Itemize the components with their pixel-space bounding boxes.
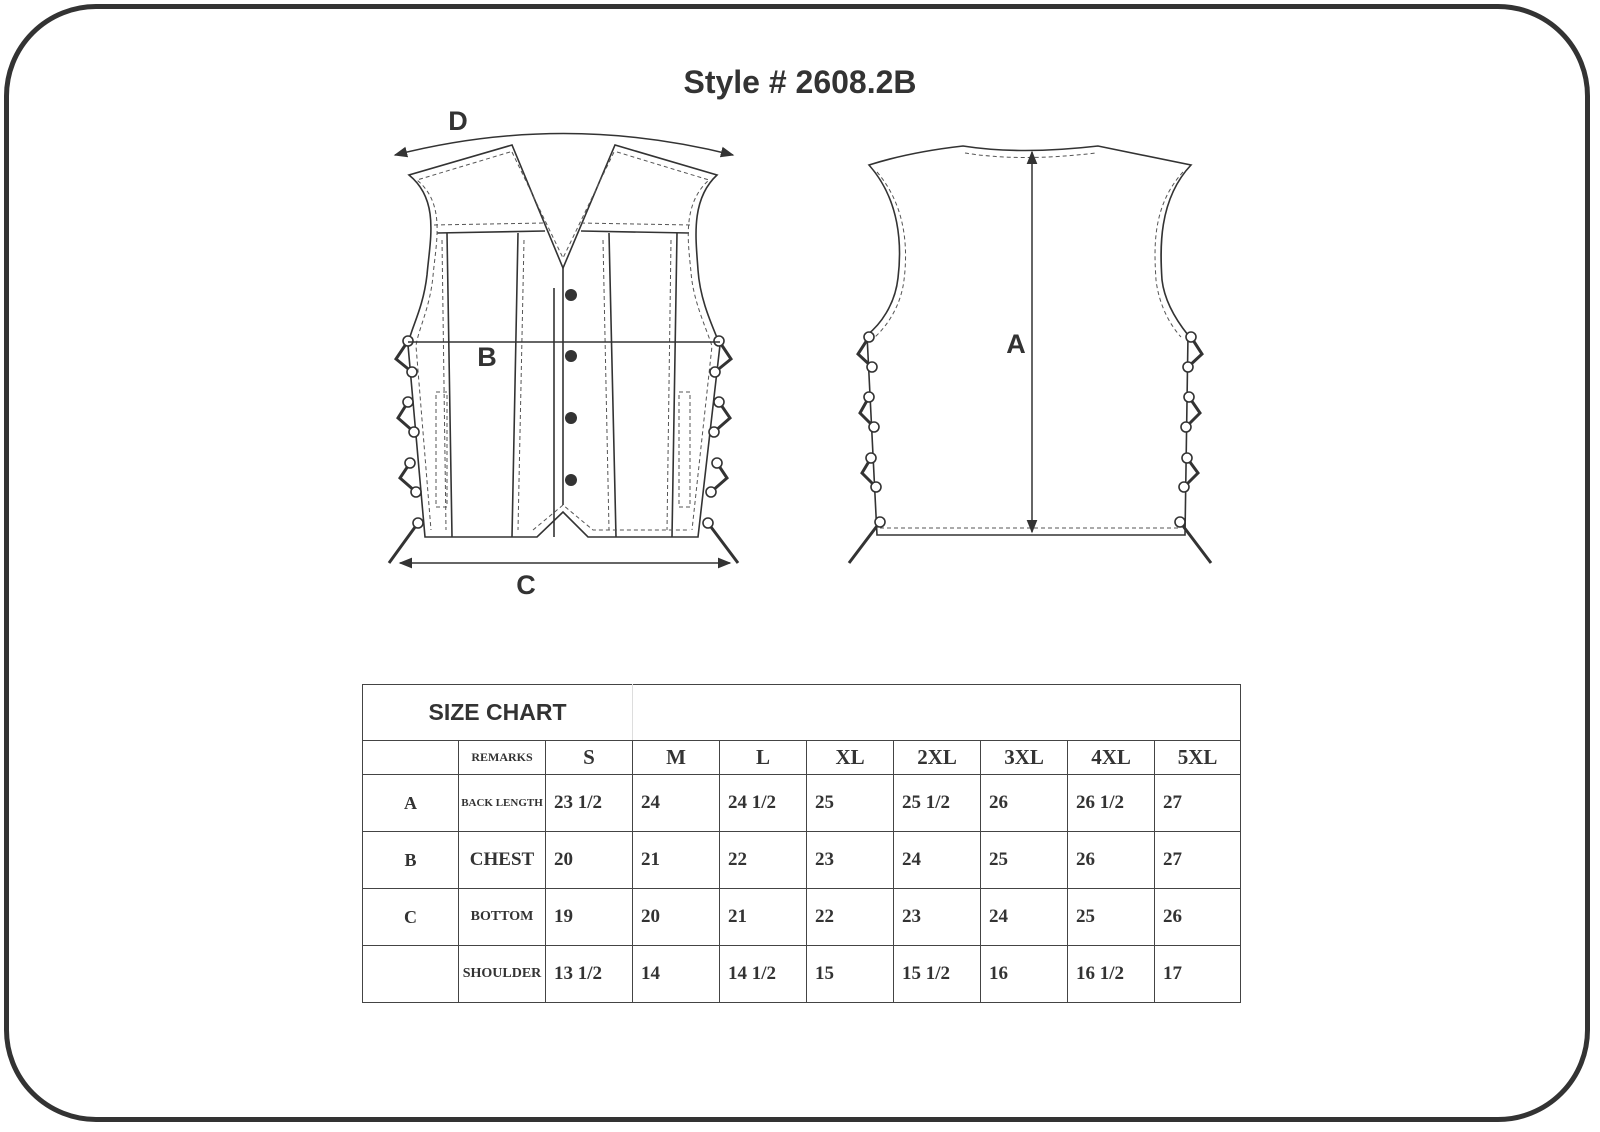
size-header: L [720,741,807,775]
row-remark: BOTTOM [459,889,546,946]
table-cell: 16 1/2 [1068,946,1155,1003]
button-dot [565,412,577,424]
label-d: D [448,106,468,136]
row-remark: BACK LENGTH [459,775,546,832]
table-row [363,889,1241,946]
table-cell: 21 [720,889,807,946]
row-key [363,946,459,1003]
size-header: S [546,741,633,775]
table-cell: 22 [720,832,807,889]
table-cell: 27 [1155,832,1241,889]
table-cell: 26 [1068,832,1155,889]
button-dot [565,350,577,362]
table-cell: 25 1/2 [894,775,981,832]
row-key: B [363,832,459,889]
table-cell: 25 [1068,889,1155,946]
label-b: B [477,342,497,372]
size-header: XL [807,741,894,775]
label-a: A [1006,329,1026,359]
size-chart-title: SIZE CHART [363,685,633,741]
size-header: 5XL [1155,741,1241,775]
table-cell: 15 [807,946,894,1003]
table-cell: 24 [633,775,720,832]
back-vest-outline [867,146,1191,535]
table-cell: 24 [894,832,981,889]
table-cell: 15 1/2 [894,946,981,1003]
button-dot [565,474,577,486]
size-chart-table [362,684,1241,1003]
table-cell: 17 [1155,946,1241,1003]
table-cell: 16 [981,946,1068,1003]
remarks-header: REMARKS [459,741,546,775]
size-header: 3XL [981,741,1068,775]
table-cell: 24 1/2 [720,775,807,832]
row-key: C [363,889,459,946]
row-key: A [363,775,459,832]
table-cell: 24 [981,889,1068,946]
table-cell: 26 1/2 [1068,775,1155,832]
table-cell: 23 [807,832,894,889]
dimension-d-arrow [395,134,733,156]
table-cell: 23 [894,889,981,946]
table-cell: 25 [807,775,894,832]
table-cell: 26 [1155,889,1241,946]
button-dot [565,289,577,301]
table-cell: 19 [546,889,633,946]
row-remark: SHOULDER [459,946,546,1003]
table-row [363,775,1241,832]
front-vest [408,145,720,537]
table-cell: 22 [807,889,894,946]
table-cell: 26 [981,775,1068,832]
size-chart-caption-row [363,685,1241,741]
size-header: 2XL [894,741,981,775]
back-vest [867,146,1191,535]
table-cell: 20 [546,832,633,889]
table-row [363,832,1241,889]
table-cell: 14 [633,946,720,1003]
table-cell: 27 [1155,775,1241,832]
table-cell: 20 [633,889,720,946]
table-cell: 21 [633,832,720,889]
row-remark: CHEST [459,832,546,889]
table-cell: 23 1/2 [546,775,633,832]
size-header: 4XL [1068,741,1155,775]
size-header-row [363,741,1241,775]
table-cell: 14 1/2 [720,946,807,1003]
table-cell: 13 1/2 [546,946,633,1003]
table-cell: 25 [981,832,1068,889]
style-title: Style # 2608.2B [683,64,917,100]
label-c: C [516,570,536,600]
size-header: M [633,741,720,775]
table-row [363,946,1241,1003]
